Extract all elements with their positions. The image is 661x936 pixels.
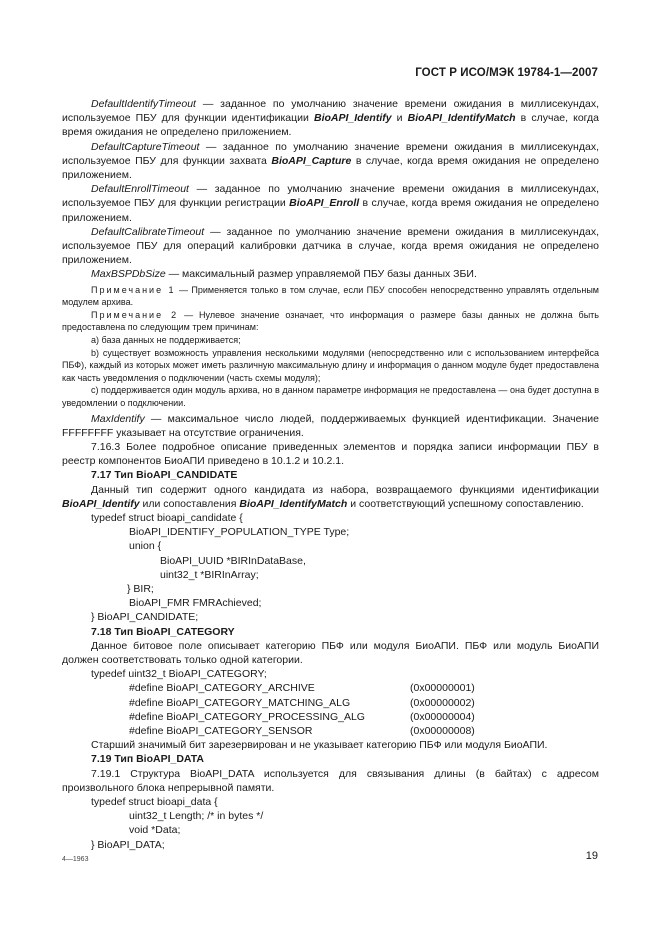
section-heading-7-18: 7.18 Тип BioAPI_CATEGORY (91, 625, 235, 638)
code-line: } BioAPI_CANDIDATE; (91, 611, 199, 624)
document-body (62, 97, 599, 852)
page-number: 19 (585, 850, 598, 862)
code-line: typedef struct bioapi_candidate { (91, 512, 243, 524)
code-line: void *Data; (129, 824, 181, 837)
paragraph-default-capture-timeout: DefaultCaptureTimeout — заданное по умолчанию значение времени ожидания в миллисекундах, используемое ПБУ для функции захвата BioAPI_Capture в случае, когда время ожидания не определено приложением. (62, 140, 599, 182)
code-line: typedef uint32_t BioAPI_CATEGORY; (91, 668, 267, 681)
note-1: Примечание 1 — Применяется только в том случае, если ПБУ способен непосредственно управлять отдельным модулем архива. (62, 284, 599, 308)
paragraph-default-identify-timeout: DefaultIdentifyTimeout — заданное по умолчанию значение времени ожидания в миллисекундах, используемое ПБУ для функции идентификации BioAPI_Identify и BioAPI_IdentifyMatch в случае, когда время ожидания не определено приложением. (62, 98, 600, 139)
code-line: union { (129, 540, 162, 553)
code-line: typedef struct bioapi_data { (91, 796, 218, 809)
paragraph-7-17: Данный тип содержит одного кандидата из набора, возвращаемого функциями идентификации BioAPI_Identify или сопоставления BioAPI_IdentifyMatch и соответствующий успешному сопоставлению. (62, 483, 599, 510)
define-row: #define BioAPI_CATEGORY_MATCHING_ALG (0x00000002) (129, 696, 475, 709)
footer-print-mark: 4—1963 (62, 856, 89, 863)
define-row: #define BioAPI_CATEGORY_ARCHIVE (0x00000001) (129, 682, 475, 695)
note-item-b: b) существует возможность управления несколькими модулями (непосредственно или с использованием интерфейса ПБФ), каждый из которых может иметь различную максимальную длину и информация о данном модуле будет предоставлена как часть уведомления о подключении (часть схемы модуля); (62, 347, 599, 383)
code-line: BioAPI_UUID *BIRInDataBase, (160, 554, 306, 567)
note-item-a: а) база данных не поддерживается; (91, 335, 241, 346)
code-line: } BIR; (127, 583, 154, 596)
note-item-c: c) поддерживается один модуль архива, но в данном параметре информация не предоставлена — она будет доступна в уведомлении о подключении. (62, 385, 599, 408)
code-line: uint32_t Length; /* in bytes */ (129, 810, 264, 823)
define-row: #define BioAPI_CATEGORY_SENSOR (0x00000008) (129, 725, 475, 738)
paragraph-7-16-3: 7.16.3 Более подробное описание приведенных элементов и порядка записи информации ПБУ в реестр компонентов БиоАПИ приведено в 10.1.2 и 10.2.1. (62, 440, 599, 468)
document-header: ГОСТ Р ИСО/МЭК 19784-1—2007 (415, 67, 598, 79)
code-line: } BioAPI_DATA; (91, 838, 165, 851)
paragraph-default-calibrate-timeout: DefaultCalibrateTimeout — заданное по умолчанию значение времени ожидания в миллисекундах, используемое ПБУ для операций калибровки датчика в случае, когда время ожидания не определено приложением. (62, 225, 599, 267)
paragraph-max-bsp-db-size: MaxBSPDbSize — максимальный размер управляемой ПБУ базы данных ЗБИ. (91, 268, 477, 281)
code-line: BioAPI_FMR FMRAchieved; (129, 597, 262, 610)
paragraph-7-19-1: 7.19.1 Структура BioAPI_DATA используется для связывания длины (в байтах) с адресом произвольного блока непрерывной памяти. (62, 767, 599, 794)
define-row: #define BioAPI_CATEGORY_PROCESSING_ALG (0x00000004) (129, 710, 475, 723)
paragraph-max-identify: MaxIdentify — максимальное число людей, поддерживаемых функцией идентификации. Значение FFFFFFFF указывает на отсутствие ограничения. (62, 412, 599, 439)
paragraph-7-18-note: Старший значимый бит зарезервирован и не указывает категорию ПБФ или модуля БиоАПИ. (91, 739, 548, 752)
section-heading-7-19: 7.19 Тип BioAPI_DATA (91, 753, 204, 766)
paragraph-default-enroll-timeout: DefaultEnrollTimeout — заданное по умолчанию значение времени ожидания в миллисекундах, используемое ПБУ для функции регистрации BioAPI_Enroll в случае, когда время ожидания не определено приложением. (62, 183, 600, 224)
section-heading-7-17: 7.17 Тип BioAPI_CANDIDATE (91, 469, 238, 482)
code-line: uint32_t *BIRInArray; (160, 568, 259, 581)
code-line: BioAPI_IDENTIFY_POPULATION_TYPE Type; (129, 526, 350, 539)
note-2: Примечание 2 — Нулевое значение означает, что информация о размере базы данных не должна быть предоставлена по следующим трем причинам: (62, 309, 599, 333)
paragraph-7-18: Данное битовое поле описывает категорию ПБФ или модуля БиоАПИ. ПБФ или модуль БиоАПИ должен соответствовать только одной категории. (62, 639, 599, 667)
